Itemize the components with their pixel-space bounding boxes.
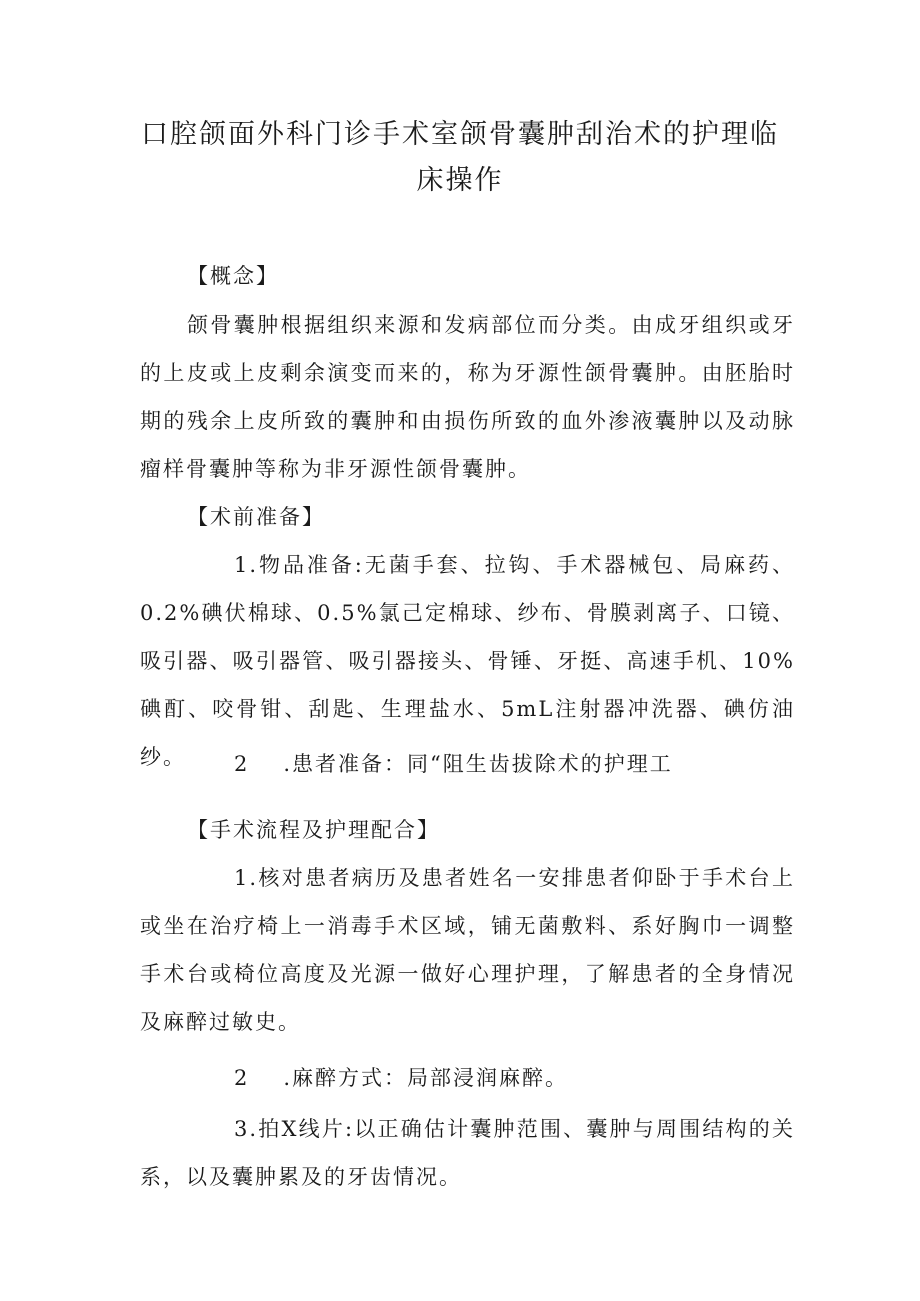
section-heading-concept: 【概念】 <box>187 264 279 288</box>
item-number: 2 <box>234 1066 250 1090</box>
section-heading-preop: 【术前准备】 <box>187 505 325 529</box>
concept-paragraph: 颌骨囊肿根据组织来源和发病部位而分类。由成牙组织或牙的上皮或上皮剩余演变而来的，称为牙源性颌骨囊肿。由胚胎时期的残余上皮所致的囊肿和由损伤所致的血外渗液囊肿以及动脉瘤样骨囊肿等称为非牙源性颌骨囊肿。 <box>140 313 795 481</box>
procedure-item-2 <box>140 1054 795 1102</box>
title-line-1: 口腔颌面外科门诊手术室颌骨囊肿刮治术的护理临 <box>141 119 779 150</box>
item-number: 1 <box>234 553 250 577</box>
section-heading-procedure: 【手术流程及护理配合】 <box>187 818 440 842</box>
item-text: .物品准备:无菌手套、拉钩、手术器械包、局麻药、0.2%碘伏棉球、0.5%氯己定棉球、纱布、骨膜剥离子、口镜、吸引器、吸引器管、吸引器接头、骨锤、牙挺、高速手机、10%碘酊、咬骨钳、刮匙、生理盐水、5mL注射器冲洗器、碘仿油纱。 <box>140 553 795 769</box>
preop-item-2 <box>140 740 795 788</box>
item-text: .麻醉方式：局部浸润麻醉。 <box>283 1066 569 1090</box>
item-number: 2 <box>234 752 250 776</box>
item-text: .核对患者病历及患者姓名一安排患者仰卧于手术台上或坐在治疗椅上一消毒手术区域，铺无菌敷料、系好胸巾一调整手术台或椅位高度及光源一做好心理护理，了解患者的全身情况及麻醉过敏史。 <box>140 866 795 1034</box>
item-number: 3 <box>234 1117 250 1141</box>
title-line-2: 床操作 <box>416 165 504 196</box>
procedure-item-3 <box>140 1105 795 1201</box>
item-number: 1 <box>234 866 250 890</box>
item-text: .患者准备：同“阻生齿拔除术的护理工 <box>283 752 673 776</box>
item-text: .拍X线片:以正确估计囊肿范围、囊肿与周围结构的关系，以及囊肿累及的牙齿情况。 <box>140 1117 795 1189</box>
procedure-item-1 <box>140 854 795 1046</box>
document-title <box>140 112 780 204</box>
